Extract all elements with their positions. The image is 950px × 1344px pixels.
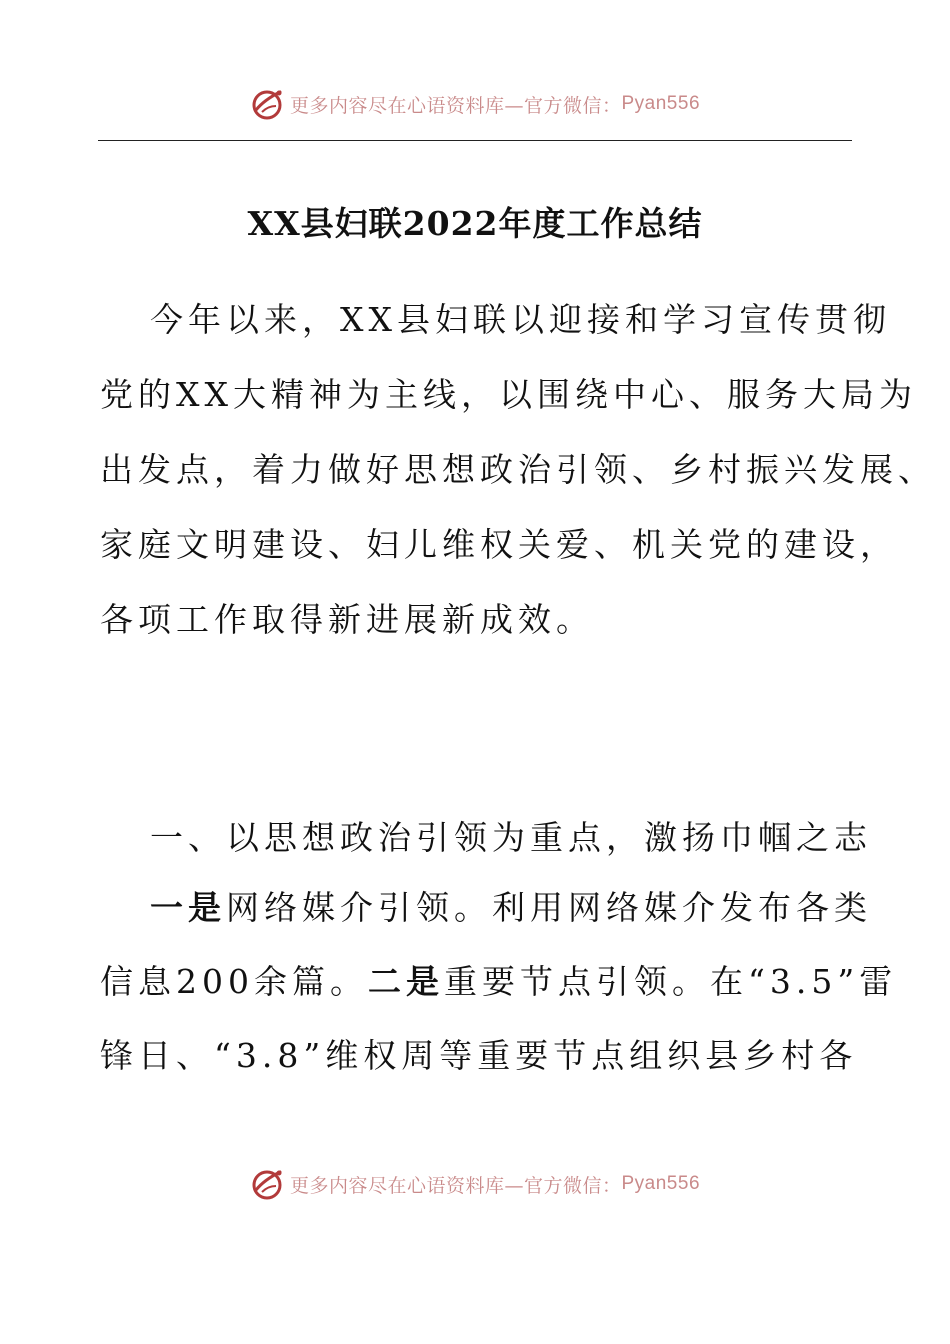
footer-banner xyxy=(0,1160,950,1208)
section-heading: 一、以思想政治引领为重点，激扬巾帼之志 xyxy=(150,818,872,857)
header-banner xyxy=(0,80,950,128)
intro-line-1: 今年以来，XX县妇联以迎接和学习宣传贯彻 xyxy=(150,300,891,339)
banner-text: 更多内容尽在心语资料库—官方微信： xyxy=(289,94,622,117)
body-line-3: 锋日、“3.8”维权周等重要节点组织县乡村各 xyxy=(100,1036,858,1075)
brand-logo-icon xyxy=(250,1166,286,1202)
body-line-2-text: 重要节点引领。在“3.5”雷 xyxy=(444,962,898,1001)
body-line-1 xyxy=(150,888,872,928)
item-marker-2: 二是 xyxy=(368,962,444,1001)
header-divider xyxy=(98,140,852,141)
banner-text: 更多内容尽在心语资料库—官方微信： xyxy=(289,1174,622,1197)
body-line-2 xyxy=(100,962,897,1002)
brand-logo-icon xyxy=(250,86,286,122)
intro-line-3: 出发点，着力做好思想政治引领、乡村振兴发展、 xyxy=(100,450,936,489)
body-line-1-text: 网络媒介引领。利用网络媒介发布各类 xyxy=(226,888,872,927)
item-marker-1: 一是 xyxy=(150,888,226,927)
document-title: XX县妇联2022年度工作总结 xyxy=(247,204,703,243)
banner-wechat-id: Pyan556 xyxy=(621,1173,701,1194)
intro-line-4: 家庭文明建设、妇儿维权关爱、机关党的建设， xyxy=(100,525,898,564)
intro-line-2: 党的XX大精神为主线，以围绕中心、服务大局为 xyxy=(100,375,917,414)
banner-wechat-id: Pyan556 xyxy=(621,93,701,114)
intro-line-5: 各项工作取得新进展新成效。 xyxy=(100,600,594,639)
body-line-2-pre: 信息200余篇。 xyxy=(100,962,368,1001)
